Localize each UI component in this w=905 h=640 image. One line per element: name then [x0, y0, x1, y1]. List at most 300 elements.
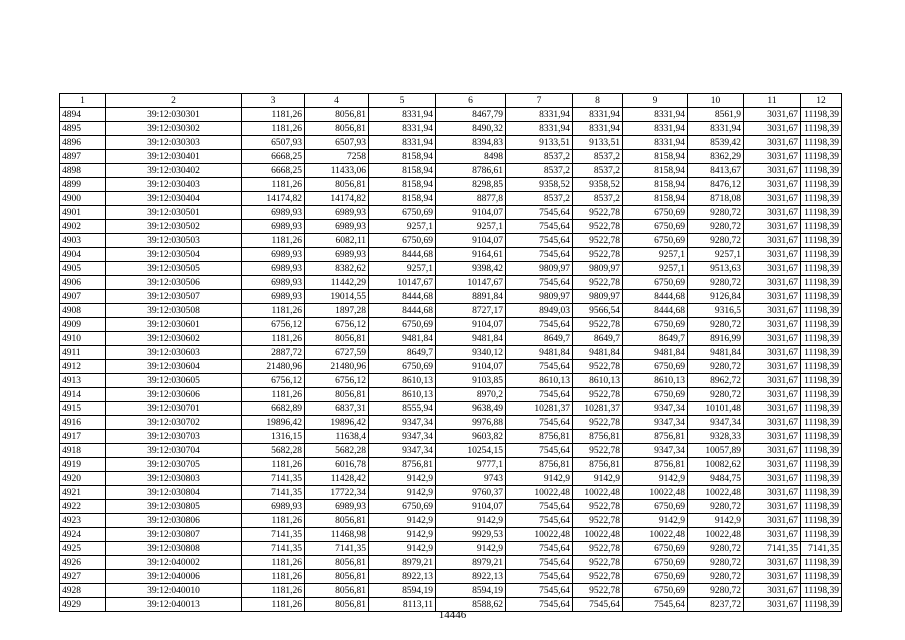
table-cell: 10281,37: [573, 402, 623, 416]
table-cell: 6989,93: [242, 206, 305, 220]
table-cell: 4899: [60, 178, 106, 192]
table-cell: 3031,67: [744, 178, 801, 192]
table-cell: 10281,37: [506, 402, 573, 416]
table-cell: 6750,69: [623, 360, 688, 374]
table-cell: 7545,64: [573, 598, 623, 612]
table-cell: 10022,48: [573, 486, 623, 500]
table-cell: 11198,39: [801, 318, 842, 332]
table-cell: 6837,31: [305, 402, 369, 416]
table-cell: 9777,1: [436, 458, 506, 472]
table-cell: 4911: [60, 346, 106, 360]
table-cell: 3031,67: [744, 360, 801, 374]
table-cell: 9328,33: [688, 430, 744, 444]
table-cell: 9257,1: [623, 262, 688, 276]
table-cell: 9347,34: [623, 402, 688, 416]
table-cell: 11433,06: [305, 164, 369, 178]
table-cell: 6750,69: [623, 234, 688, 248]
table-cell: 4894: [60, 108, 106, 122]
table-cell: 8756,81: [623, 430, 688, 444]
table-cell: 9280,72: [688, 584, 744, 598]
table-cell: 9522,78: [573, 206, 623, 220]
table-cell: 3031,67: [744, 206, 801, 220]
table-cell: 4915: [60, 402, 106, 416]
table-cell: 6507,93: [305, 136, 369, 150]
table-cell: 4918: [60, 444, 106, 458]
table-cell: 9142,9: [369, 472, 436, 486]
table-cell: 8056,81: [305, 332, 369, 346]
table-cell: 9142,9: [506, 472, 573, 486]
table-cell: 9522,78: [573, 542, 623, 556]
table-cell: 9142,9: [688, 514, 744, 528]
table-cell: 8949,03: [506, 304, 573, 318]
table-cell: 8891,84: [436, 290, 506, 304]
table-cell: 9481,84: [506, 346, 573, 360]
table-cell: 9481,84: [573, 346, 623, 360]
table-cell: 6989,93: [305, 220, 369, 234]
table-cell: 6989,93: [242, 248, 305, 262]
table-cell: 9280,72: [688, 570, 744, 584]
table-cell: 9104,07: [436, 360, 506, 374]
table-cell: 8331,94: [369, 108, 436, 122]
table-cell: 4926: [60, 556, 106, 570]
table-cell: 8979,21: [369, 556, 436, 570]
table-cell: 39:12:030702: [106, 416, 242, 430]
table-cell: 9280,72: [688, 276, 744, 290]
table-cell: 9257,1: [369, 220, 436, 234]
table-cell: 5682,28: [305, 444, 369, 458]
table-cell: 11198,39: [801, 556, 842, 570]
table-cell: 8594,19: [436, 584, 506, 598]
table-cell: 8537,2: [573, 164, 623, 178]
table-cell: 8331,94: [573, 122, 623, 136]
table-cell: 9603,82: [436, 430, 506, 444]
table-cell: 11198,39: [801, 514, 842, 528]
table-cell: 8056,81: [305, 570, 369, 584]
table-cell: 7141,35: [242, 528, 305, 542]
table-cell: 11428,42: [305, 472, 369, 486]
table-cell: 4914: [60, 388, 106, 402]
table-cell: 3031,67: [744, 556, 801, 570]
table-cell: 39:12:040002: [106, 556, 242, 570]
table-row: [60, 430, 842, 444]
table-cell: 9257,1: [436, 220, 506, 234]
table-cell: 9280,72: [688, 542, 744, 556]
table-cell: 8237,72: [688, 598, 744, 612]
table-cell: 39:12:030403: [106, 178, 242, 192]
table-cell: 1181,26: [242, 388, 305, 402]
table-cell: 6750,69: [369, 500, 436, 514]
table-cell: 4920: [60, 472, 106, 486]
table-cell: 9280,72: [688, 500, 744, 514]
table-cell: 1316,15: [242, 430, 305, 444]
table-cell: 9809,97: [573, 262, 623, 276]
table-cell: 9481,84: [623, 346, 688, 360]
table-cell: 10022,48: [688, 528, 744, 542]
table-cell: 1181,26: [242, 332, 305, 346]
table-cell: 6507,93: [242, 136, 305, 150]
table-cell: 1897,28: [305, 304, 369, 318]
table-cell: 8588,62: [436, 598, 506, 612]
table-cell: 3031,67: [744, 164, 801, 178]
table-cell: 6682,89: [242, 402, 305, 416]
column-header: 6: [436, 94, 506, 108]
table-cell: 9347,34: [688, 416, 744, 430]
table-cell: 8498: [436, 150, 506, 164]
table-row: [60, 290, 842, 304]
table-cell: 4912: [60, 360, 106, 374]
table-row: [60, 276, 842, 290]
table-cell: 9347,34: [369, 416, 436, 430]
table-cell: 11198,39: [801, 416, 842, 430]
table-cell: 3031,67: [744, 528, 801, 542]
table-cell: 8413,67: [688, 164, 744, 178]
table-row: [60, 458, 842, 472]
table-cell: 7545,64: [506, 556, 573, 570]
table-cell: 3031,67: [744, 598, 801, 612]
table-cell: 10022,48: [688, 486, 744, 500]
table-cell: 4928: [60, 584, 106, 598]
table-cell: 1181,26: [242, 514, 305, 528]
table-cell: 9522,78: [573, 388, 623, 402]
column-header: 1: [60, 94, 106, 108]
header-row: [60, 94, 842, 108]
table-cell: 4913: [60, 374, 106, 388]
table-cell: 14174,82: [305, 192, 369, 206]
table-row: [60, 584, 842, 598]
table-cell: 11198,39: [801, 430, 842, 444]
table-cell: 10254,15: [436, 444, 506, 458]
table-cell: 8056,81: [305, 388, 369, 402]
table-cell: 3031,67: [744, 192, 801, 206]
table-cell: 6727,59: [305, 346, 369, 360]
table-cell: 9164,61: [436, 248, 506, 262]
table-cell: 39:12:030501: [106, 206, 242, 220]
table-cell: 7545,64: [506, 220, 573, 234]
table-cell: 8158,94: [369, 164, 436, 178]
table-cell: 8056,81: [305, 178, 369, 192]
table-cell: 6989,93: [305, 206, 369, 220]
table-cell: 21480,96: [305, 360, 369, 374]
table-cell: 8444,68: [623, 304, 688, 318]
table-cell: 11198,39: [801, 206, 842, 220]
table-cell: 8056,81: [305, 108, 369, 122]
table-cell: 10022,48: [506, 486, 573, 500]
table-cell: 9358,52: [506, 178, 573, 192]
table-cell: 3031,67: [744, 374, 801, 388]
table-cell: 8467,79: [436, 108, 506, 122]
table-cell: 3031,67: [744, 304, 801, 318]
table-cell: 8158,94: [369, 150, 436, 164]
table-cell: 6750,69: [623, 570, 688, 584]
table-cell: 11198,39: [801, 444, 842, 458]
table-cell: 9522,78: [573, 416, 623, 430]
table-cell: 8158,94: [623, 164, 688, 178]
table-cell: 3031,67: [744, 150, 801, 164]
table-cell: 4921: [60, 486, 106, 500]
table-cell: 11198,39: [801, 374, 842, 388]
table-cell: 8756,81: [573, 458, 623, 472]
table-cell: 4916: [60, 416, 106, 430]
table-cell: 4900: [60, 192, 106, 206]
table-cell: 6756,12: [305, 318, 369, 332]
table-cell: 8979,21: [436, 556, 506, 570]
table-cell: 3031,67: [744, 444, 801, 458]
table-cell: 4905: [60, 262, 106, 276]
table-cell: 7545,64: [506, 388, 573, 402]
table-cell: 9316,5: [688, 304, 744, 318]
table-row: [60, 122, 842, 136]
table-cell: 39:12:030803: [106, 472, 242, 486]
table-cell: 8916,99: [688, 332, 744, 346]
table-cell: 1181,26: [242, 458, 305, 472]
table-cell: 3031,67: [744, 290, 801, 304]
table-cell: 6750,69: [369, 206, 436, 220]
table-row: [60, 500, 842, 514]
table-cell: 9976,88: [436, 416, 506, 430]
table-cell: 3031,67: [744, 108, 801, 122]
table-cell: 4907: [60, 290, 106, 304]
table-cell: 39:12:030807: [106, 528, 242, 542]
table-cell: 6668,25: [242, 150, 305, 164]
table-cell: 4903: [60, 234, 106, 248]
table-row: [60, 164, 842, 178]
table-cell: 11198,39: [801, 122, 842, 136]
column-header: 4: [305, 94, 369, 108]
table-cell: 39:12:030703: [106, 430, 242, 444]
table-cell: 8561,9: [688, 108, 744, 122]
table-cell: 11198,39: [801, 248, 842, 262]
table-cell: 8649,7: [623, 332, 688, 346]
table-cell: 3031,67: [744, 402, 801, 416]
table-cell: 4906: [60, 276, 106, 290]
table-cell: 9133,51: [506, 136, 573, 150]
table-cell: 3031,67: [744, 234, 801, 248]
table-cell: 6750,69: [369, 318, 436, 332]
table-cell: 39:12:030505: [106, 262, 242, 276]
table-cell: 9142,9: [623, 514, 688, 528]
table-cell: 19014,55: [305, 290, 369, 304]
table-row: [60, 570, 842, 584]
table-cell: 7141,35: [305, 542, 369, 556]
table-cell: 8610,13: [369, 388, 436, 402]
table-cell: 10101,48: [688, 402, 744, 416]
column-header: 11: [744, 94, 801, 108]
table-cell: 10022,48: [506, 528, 573, 542]
table-cell: 7141,35: [242, 472, 305, 486]
table-cell: 6750,69: [623, 276, 688, 290]
table-cell: 3031,67: [744, 318, 801, 332]
table-cell: 7258: [305, 150, 369, 164]
table-cell: 1181,26: [242, 234, 305, 248]
table-cell: 9513,63: [688, 262, 744, 276]
table-cell: 9103,85: [436, 374, 506, 388]
column-header: 12: [801, 94, 842, 108]
table-cell: 9280,72: [688, 220, 744, 234]
table-cell: 9142,9: [573, 472, 623, 486]
table-cell: 3031,67: [744, 486, 801, 500]
table-cell: 39:12:030804: [106, 486, 242, 500]
table-cell: 10147,67: [436, 276, 506, 290]
table-cell: 8158,94: [623, 178, 688, 192]
table-cell: 4901: [60, 206, 106, 220]
table-cell: 11198,39: [801, 150, 842, 164]
table-cell: 8922,13: [369, 570, 436, 584]
table-cell: 9638,49: [436, 402, 506, 416]
table-cell: 4902: [60, 220, 106, 234]
table-cell: 39:12:030508: [106, 304, 242, 318]
table-cell: 11198,39: [801, 528, 842, 542]
table-cell: 39:12:030603: [106, 346, 242, 360]
table-row: [60, 150, 842, 164]
table-cell: 8718,08: [688, 192, 744, 206]
table-cell: 19896,42: [305, 416, 369, 430]
table-cell: 9280,72: [688, 234, 744, 248]
table-cell: 9280,72: [688, 206, 744, 220]
table-cell: 8756,81: [506, 430, 573, 444]
table-cell: 3031,67: [744, 332, 801, 346]
table-cell: 3031,67: [744, 570, 801, 584]
table-cell: 8444,68: [369, 248, 436, 262]
table-cell: 8594,19: [369, 584, 436, 598]
table-cell: 11198,39: [801, 472, 842, 486]
table-cell: 9809,97: [573, 290, 623, 304]
table-cell: 8444,68: [369, 304, 436, 318]
table-cell: 4910: [60, 332, 106, 346]
table-cell: 9358,52: [573, 178, 623, 192]
table-cell: 1181,26: [242, 598, 305, 612]
table-cell: 3031,67: [744, 346, 801, 360]
table-cell: 8444,68: [369, 290, 436, 304]
table-cell: 8537,2: [506, 192, 573, 206]
table-cell: 8877,8: [436, 192, 506, 206]
table-cell: 6750,69: [623, 556, 688, 570]
table-cell: 9104,07: [436, 500, 506, 514]
table-cell: 6750,69: [623, 584, 688, 598]
table-cell: 11198,39: [801, 192, 842, 206]
table-cell: 11198,39: [801, 136, 842, 150]
table-cell: 3031,67: [744, 276, 801, 290]
table-cell: 9522,78: [573, 276, 623, 290]
table-row: [60, 192, 842, 206]
table-row: [60, 444, 842, 458]
table-cell: 4895: [60, 122, 106, 136]
table-cell: 8537,2: [506, 164, 573, 178]
table-cell: 11198,39: [801, 290, 842, 304]
table-cell: 9522,78: [573, 500, 623, 514]
table-cell: 4896: [60, 136, 106, 150]
table-cell: 6750,69: [623, 500, 688, 514]
table-cell: 8970,2: [436, 388, 506, 402]
table-cell: 9257,1: [369, 262, 436, 276]
table-cell: 6989,93: [242, 220, 305, 234]
table-cell: 6668,25: [242, 164, 305, 178]
table-cell: 8756,81: [369, 458, 436, 472]
table-cell: 7545,64: [506, 570, 573, 584]
table-cell: 9522,78: [573, 584, 623, 598]
table-row: [60, 220, 842, 234]
table-cell: 6989,93: [305, 248, 369, 262]
table-cell: 7545,64: [506, 318, 573, 332]
table-cell: 10022,48: [623, 486, 688, 500]
table-cell: 1181,26: [242, 122, 305, 136]
data-table: [59, 93, 842, 612]
table-row: [60, 388, 842, 402]
table-cell: 39:12:030402: [106, 164, 242, 178]
table-cell: 10147,67: [369, 276, 436, 290]
table-cell: 9142,9: [369, 528, 436, 542]
table-cell: 3031,67: [744, 388, 801, 402]
table-cell: 39:12:030602: [106, 332, 242, 346]
table-cell: 39:12:030805: [106, 500, 242, 514]
table-cell: 3031,67: [744, 430, 801, 444]
table-cell: 11198,39: [801, 500, 842, 514]
table-cell: 8158,94: [623, 150, 688, 164]
table-cell: 9126,84: [688, 290, 744, 304]
table-cell: 3031,67: [744, 248, 801, 262]
table-cell: 4924: [60, 528, 106, 542]
table-cell: 3031,67: [744, 514, 801, 528]
table-cell: 8786,61: [436, 164, 506, 178]
table-cell: 11198,39: [801, 570, 842, 584]
table-cell: 11198,39: [801, 332, 842, 346]
table-cell: 10082,62: [688, 458, 744, 472]
table-cell: 9133,51: [573, 136, 623, 150]
table-cell: 39:12:030704: [106, 444, 242, 458]
table-cell: 9280,72: [688, 318, 744, 332]
table-cell: 39:12:040013: [106, 598, 242, 612]
table-cell: 9522,78: [573, 570, 623, 584]
column-header: 10: [688, 94, 744, 108]
table-cell: 9522,78: [573, 556, 623, 570]
table-cell: 11198,39: [801, 276, 842, 290]
table-cell: 4925: [60, 542, 106, 556]
table-cell: 10022,48: [573, 528, 623, 542]
table-cell: 4929: [60, 598, 106, 612]
table-cell: 1181,26: [242, 178, 305, 192]
table-cell: 9104,07: [436, 234, 506, 248]
table-cell: 9347,34: [369, 444, 436, 458]
table-cell: 9522,78: [573, 248, 623, 262]
table-cell: 11198,39: [801, 598, 842, 612]
table-cell: 39:12:030504: [106, 248, 242, 262]
table-cell: 11198,39: [801, 388, 842, 402]
table-cell: 3031,67: [744, 416, 801, 430]
table-cell: 14174,82: [242, 192, 305, 206]
table-cell: 7545,64: [506, 598, 573, 612]
table-cell: 3031,67: [744, 500, 801, 514]
table-cell: 9809,97: [506, 262, 573, 276]
table-row: [60, 542, 842, 556]
table-cell: 7545,64: [506, 360, 573, 374]
table-cell: 8158,94: [369, 192, 436, 206]
table-cell: 1181,26: [242, 108, 305, 122]
table-cell: 8555,94: [369, 402, 436, 416]
table-cell: 8362,29: [688, 150, 744, 164]
table-cell: 8610,13: [369, 374, 436, 388]
table-cell: 9481,84: [688, 346, 744, 360]
table-cell: 4897: [60, 150, 106, 164]
table-cell: 11198,39: [801, 486, 842, 500]
table-row: [60, 178, 842, 192]
table-row: [60, 472, 842, 486]
table-cell: 10057,89: [688, 444, 744, 458]
table-cell: 4919: [60, 458, 106, 472]
table-row: [60, 486, 842, 500]
table-cell: 19896,42: [242, 416, 305, 430]
table-cell: 3031,67: [744, 458, 801, 472]
table-cell: 7545,64: [506, 444, 573, 458]
table-cell: 7545,64: [506, 542, 573, 556]
